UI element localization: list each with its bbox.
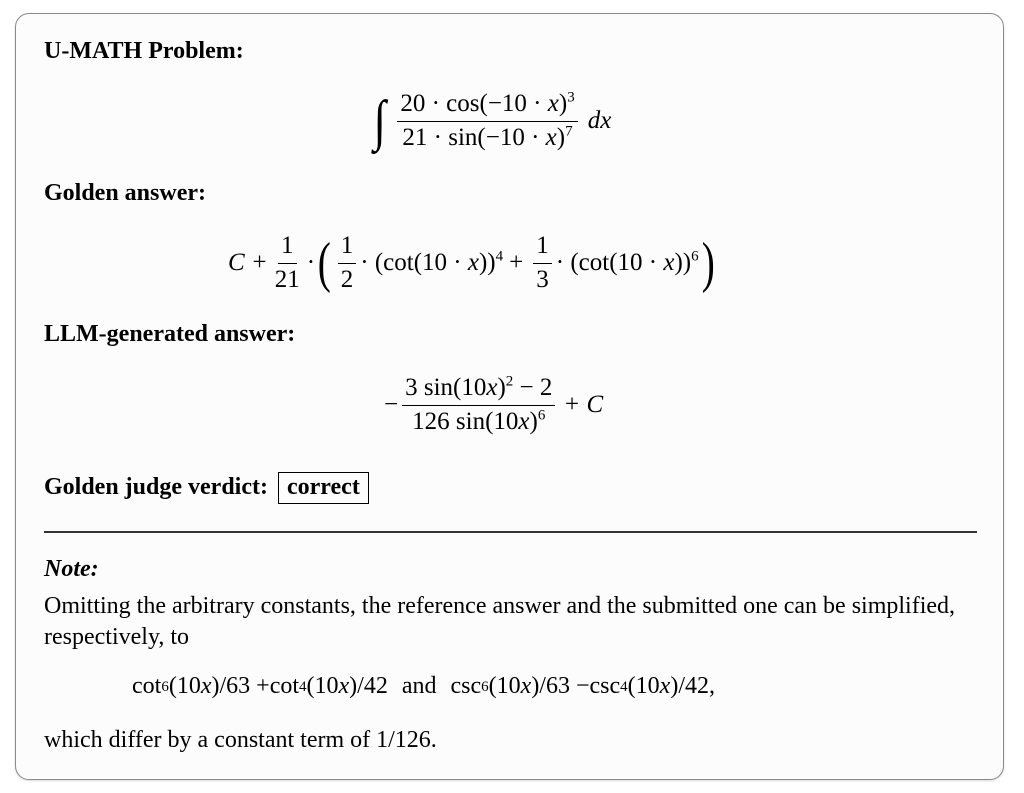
differential: dx [587, 107, 612, 135]
problem-integral [372, 90, 611, 153]
integrand-fraction [397, 90, 577, 153]
note-conclusion: which differ by a constant term of 1/126. [44, 727, 437, 753]
divider [44, 531, 977, 533]
integral-symbol: ∫ [373, 90, 386, 153]
verdict-label: Golden judge verdict: [44, 474, 268, 500]
golden-label: Golden answer: [44, 180, 206, 206]
problem-label: U-MATH Problem: [44, 38, 244, 64]
llm-label: LLM-generated answer: [44, 321, 296, 347]
golden-term2: · $(\cot(10 \cdot x))^6$ [555, 248, 699, 277]
llm-fraction: $\frac{3 \sin(10x)^2 - 2}{126 \sin(10x)^6}$ [402, 374, 555, 437]
note-text: Omitting the arbitrary constants, the reference answer and the submitted one can be simplified, respectively, to [44, 593, 956, 650]
golden-outer-fraction: $\frac{1}{21}$ [274, 232, 300, 293]
integrand-denominator: $21 \cdot \sin(-10 \cdot x)^7$ [402, 123, 573, 151]
golden-term1: · $(\cot(10 \cdot x))^4$ [360, 248, 504, 277]
note-label: Note: [44, 556, 99, 582]
llm-answer: − $\frac{3 \sin(10x)^2 - 2}{126 \sin(10x)^6}$ + C [384, 373, 604, 435]
verdict-row [44, 472, 369, 504]
integrand-numerator: $20 \cdot \cos(-10 \cdot x)^3$ [397, 90, 577, 122]
verdict-badge: correct [278, 472, 369, 504]
golden-answer: C + $\frac{1}{21}$ · ( $\frac{1}{2}$ · $(\cot(10 \cdot x))^4$ + $\frac{1}{3}$ · $(\cot(10 \cdot x))^6$ ) [228, 232, 715, 295]
note-formula: cot 6 (10 x )/63 + cot 4 (10 x )/42 and csc 6 (10 x )/63 − csc 4 (10 x )/42, [132, 673, 715, 699]
